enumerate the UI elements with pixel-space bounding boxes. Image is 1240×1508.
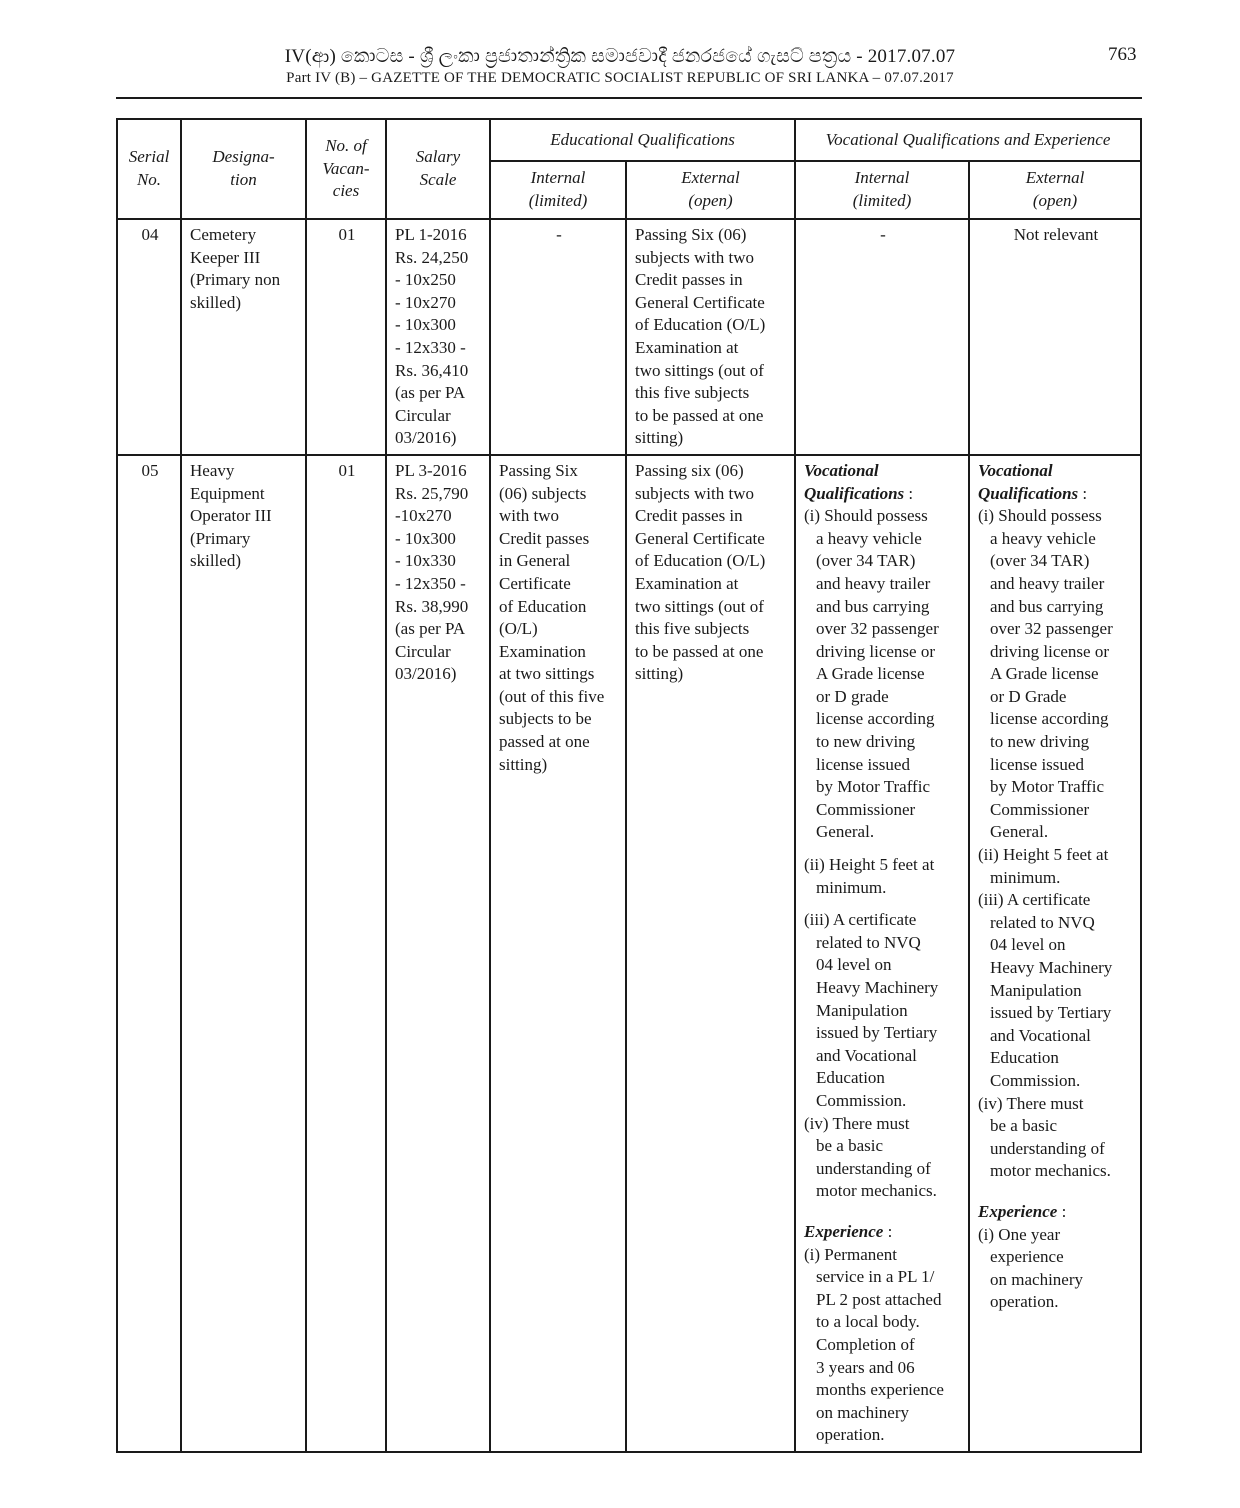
- edu-external-cell: Passing six (06) subjects with two Credit passes in General Certificate of Education (O/L) Examination at two sittings (out of this five subjects to be passed at one sitting): [626, 455, 795, 1452]
- vacancy-table: [116, 118, 1142, 1453]
- vacancies-cell: 01: [306, 219, 386, 455]
- voc-internal-item-2: (ii) Height 5 feet at minimum.: [804, 855, 935, 897]
- designation-cell: Heavy Equipment Operator III (Primary skilled): [181, 455, 306, 1452]
- table-row-04: [117, 219, 1141, 455]
- gazette-header-english: Part IV (B) – GAZETTE OF THE DEMOCRATIC SOCIALIST REPUBLIC OF SRI LANKA – 07.07.2017: [286, 70, 954, 86]
- voc-external-cell: Not relevant: [969, 219, 1141, 455]
- header-voc-external: External (open): [969, 161, 1141, 219]
- voc-external-item-3: (iii) A certificate related to NVQ 04 level on Heavy Machinery Manipulation issued by Tertiary and Vocational Education Commission.: [978, 890, 1113, 1090]
- serial-cell: 05: [117, 455, 181, 1452]
- voc-external-qual-heading: Vocational Qualifications :: [978, 460, 1088, 503]
- voc-internal-item-4: (iv) There must be a basic understanding of motor mechanics.: [804, 1113, 937, 1201]
- designation-cell: Cemetery Keeper III (Primary non skilled): [181, 219, 306, 455]
- edu-internal-cell: -: [490, 219, 626, 455]
- voc-external-item-1: (i) Should possess a heavy vehicle (over 34 TAR) and heavy trailer and bus carrying over 32 passenger driving license or A Grade license or D Grade license according to new driving license issued by Motor Traffic Commissioner General.: [978, 506, 1113, 842]
- voc-external-exp-item-1: (i) One year experience on machinery operation.: [978, 1224, 1084, 1312]
- header-row-1: [117, 119, 1141, 161]
- voc-internal-item-1: (i) Should possess a heavy vehicle (over 34 TAR) and heavy trailer and bus carrying over 32 passenger driving license or A Grade license or D grade license according to new driving license issued by Motor Traffic Commissioner General.: [804, 506, 939, 842]
- header-salary-scale: Salary Scale: [386, 119, 490, 219]
- header-educational-qualifications: Educational Qualifications: [490, 119, 795, 161]
- voc-external-exp-heading: Experience :: [978, 1201, 1067, 1221]
- voc-external-item-4: (iv) There must be a basic understanding of motor mechanics.: [978, 1093, 1111, 1181]
- header-edu-internal: Internal (limited): [490, 161, 626, 219]
- serial-cell: 04: [117, 219, 181, 455]
- voc-internal-item-3: (iii) A certificate related to NVQ 04 level on Heavy Machinery Manipulation issued by Tertiary and Vocational Education Commission.: [804, 910, 939, 1110]
- voc-external-item-2: (ii) Height 5 feet at minimum.: [978, 845, 1109, 887]
- voc-internal-exp-item-1: (i) Permanent service in a PL 1/ PL 2 post attached to a local body. Completion of 3 years and 06 months experience on machinery operation.: [804, 1244, 944, 1445]
- page-number: 763: [1108, 44, 1137, 65]
- gazette-header-sinhala: IV(ආ) කොටස - ශ්‍රී ලංකා ප්‍රජාතාන්ත්‍රික සමාජවාදී ජනරජයේ ගැසට් පත්‍රය - 2017.07.07: [284, 46, 956, 67]
- edu-external-cell: Passing Six (06) subjects with two Credit passes in General Certificate of Education (O/L) Examination at two sittings (out of this five subjects to be passed at one sitting): [626, 219, 795, 455]
- header-vacancies: No. of Vacan- cies: [306, 119, 386, 219]
- header-rule: [116, 97, 1142, 99]
- header-designation: Designa- tion: [181, 119, 306, 219]
- header-voc-internal: Internal (limited): [795, 161, 969, 219]
- table-row-05: [117, 455, 1141, 1452]
- voc-external-cell: [969, 455, 1141, 1452]
- voc-internal-cell: -: [795, 219, 969, 455]
- edu-internal-cell: Passing Six (06) subjects with two Credit passes in General Certificate of Education (O/L) Examination at two sittings (out of this five subjects to be passed at one sitting): [490, 455, 626, 1452]
- voc-internal-cell: [795, 455, 969, 1452]
- header-serial: Serial No.: [117, 119, 181, 219]
- salary-cell: PL 1-2016 Rs. 24,250 - 10x250 - 10x270 - 10x300 - 12x330 - Rs. 36,410 (as per PA Circular 03/2016): [386, 219, 490, 455]
- vacancies-cell: 01: [306, 455, 386, 1452]
- header-vocational-qualifications: Vocational Qualifications and Experience: [795, 119, 1141, 161]
- salary-cell: PL 3-2016 Rs. 25,790 -10x270 - 10x300 - 10x330 - 12x350 - Rs. 38,990 (as per PA Circular 03/2016): [386, 455, 490, 1452]
- header-edu-external: External (open): [626, 161, 795, 219]
- voc-internal-exp-heading: Experience :: [804, 1221, 893, 1241]
- voc-internal-qual-heading: Vocational Qualifications :: [804, 460, 914, 503]
